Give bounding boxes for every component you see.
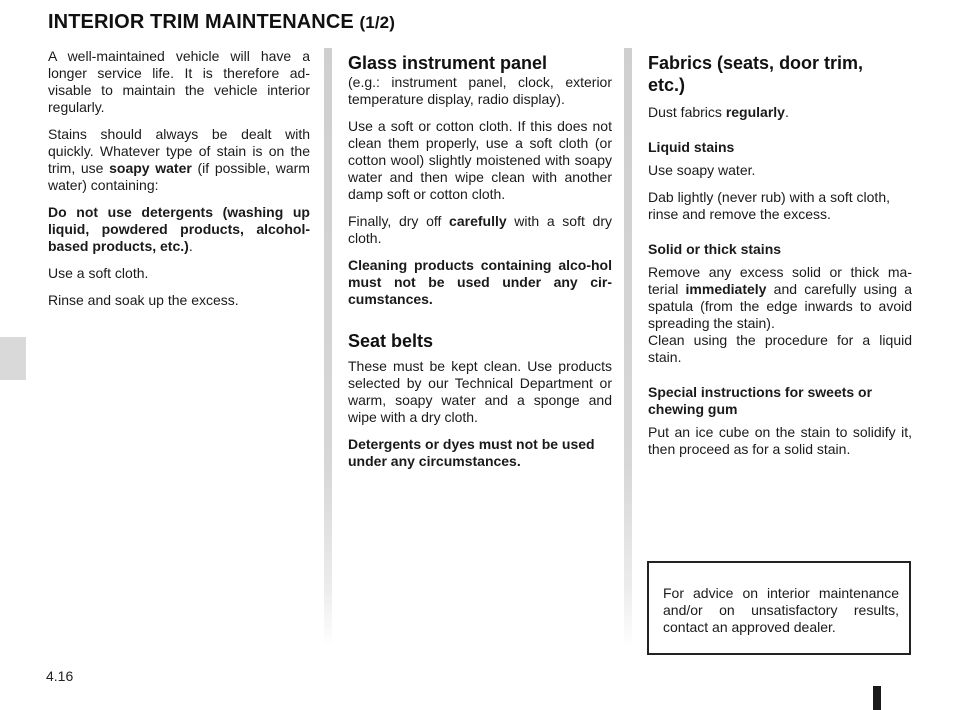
sweets-gum-heading-line2: chewing gum <box>648 401 738 417</box>
page-edge-mark <box>873 686 881 710</box>
detergent-warning-text: Do not use detergents (washing up liquid, powdered products, alcohol-based products, etc.) <box>48 204 310 254</box>
glass-panel-examples: (e.g.: instrument panel, clock, exterior temperature display, radio display). <box>348 74 612 107</box>
intro-paragraph: A well-maintained vehicle will have a longer service life. It is therefore ad-visable to maintain the vehicle interior regularly. <box>48 48 310 115</box>
fabrics-heading-line1: Fabrics (seats, door trim, <box>648 53 864 73</box>
seat-belts-heading: Seat belts <box>348 331 434 351</box>
fabrics-heading <box>648 52 912 96</box>
solid-stains-remove-text-end: and carefully using a spatula (from the edge inwards to avoid spreading the stain). <box>648 281 912 331</box>
solid-stains-remove <box>648 264 912 332</box>
detergent-warning <box>48 204 310 255</box>
rinse-instruction: Rinse and soak up the excess. <box>48 292 239 308</box>
solid-stains-remove-text: Remove any excess solid or thick ma-terial <box>648 264 912 297</box>
solid-stains-clean: Clean using the procedure for a liquid stain. <box>648 332 912 365</box>
liquid-stains-dab: Dab lightly (never rub) with a soft cloth, rinse and remove the excess. <box>648 189 890 222</box>
dust-fabrics-text: Dust fabrics <box>648 104 726 120</box>
immediately-emphasis: immediately <box>685 281 767 297</box>
liquid-stains-heading: Liquid stains <box>648 139 735 155</box>
stains-text-end: (if possible, warm water) containing: <box>48 160 310 193</box>
detergent-warning-period: . <box>188 238 193 254</box>
column-divider <box>324 48 332 648</box>
carefully-emphasis: carefully <box>449 213 507 229</box>
glass-cleaning-paragraph: Use a soft or cotton cloth. If this does not clean them properly, use a soft cloth (or cotton wool) slightly moistened with soapy water and then wipe clean with another damp soft or cotton cloth. <box>348 118 612 202</box>
solid-stains-heading: Solid or thick stains <box>648 241 782 257</box>
soft-cloth-instruction: Use a soft cloth. <box>48 265 149 281</box>
intro-column <box>48 48 310 319</box>
sweets-gum-heading <box>648 384 912 418</box>
sweets-gum-paragraph: Put an ice cube on the stain to solidify it, then proceed as for a solid stain. <box>648 424 912 457</box>
column-divider <box>624 48 632 648</box>
dealer-advice-text: For advice on interior maintenance and/or on unsatisfactory results, contact an approved dealer. <box>663 585 899 635</box>
glass-drying-text-end: with a soft dry cloth. <box>348 213 612 246</box>
liquid-stains-soapy-water: Use soapy water. <box>648 162 756 178</box>
fabrics-column <box>648 52 912 468</box>
glass-belts-column <box>348 52 612 480</box>
soapy-water-emphasis: soapy water <box>109 160 192 176</box>
fabrics-heading-line2: etc.) <box>648 75 686 95</box>
regularly-emphasis: regularly <box>725 104 785 120</box>
dust-fabrics-paragraph <box>648 104 912 121</box>
dyes-warning: Detergents or dyes must not be used under any circumstances. <box>348 436 595 469</box>
dealer-advice-box <box>647 561 911 655</box>
glass-drying-text: Finally, dry off <box>348 213 450 229</box>
glass-drying-paragraph <box>348 213 612 247</box>
alcohol-warning: Cleaning products containing alco-hol must not be used under any cir-cumstances. <box>348 257 612 307</box>
dust-fabrics-text-end: . <box>784 104 789 120</box>
page-title <box>48 11 395 34</box>
stains-text: Stains should always be dealt with quickly. Whatever type of stain is on the trim, use <box>48 126 310 176</box>
stains-paragraph <box>48 126 310 194</box>
seat-belts-paragraph: These must be kept clean. Use products selected by our Technical Department or warm, soapy water and a sponge and wipe with a dry cloth. <box>348 358 612 425</box>
section-tab-marker <box>0 337 26 380</box>
page-title-part: (1/2) <box>359 13 395 32</box>
sweets-gum-heading-line1: Special instructions for sweets or <box>648 384 873 400</box>
page-title-text: INTERIOR TRIM MAINTENANCE <box>48 11 354 33</box>
glass-panel-heading: Glass instrument panel <box>348 53 548 73</box>
page-number: 4.16 <box>46 668 74 684</box>
